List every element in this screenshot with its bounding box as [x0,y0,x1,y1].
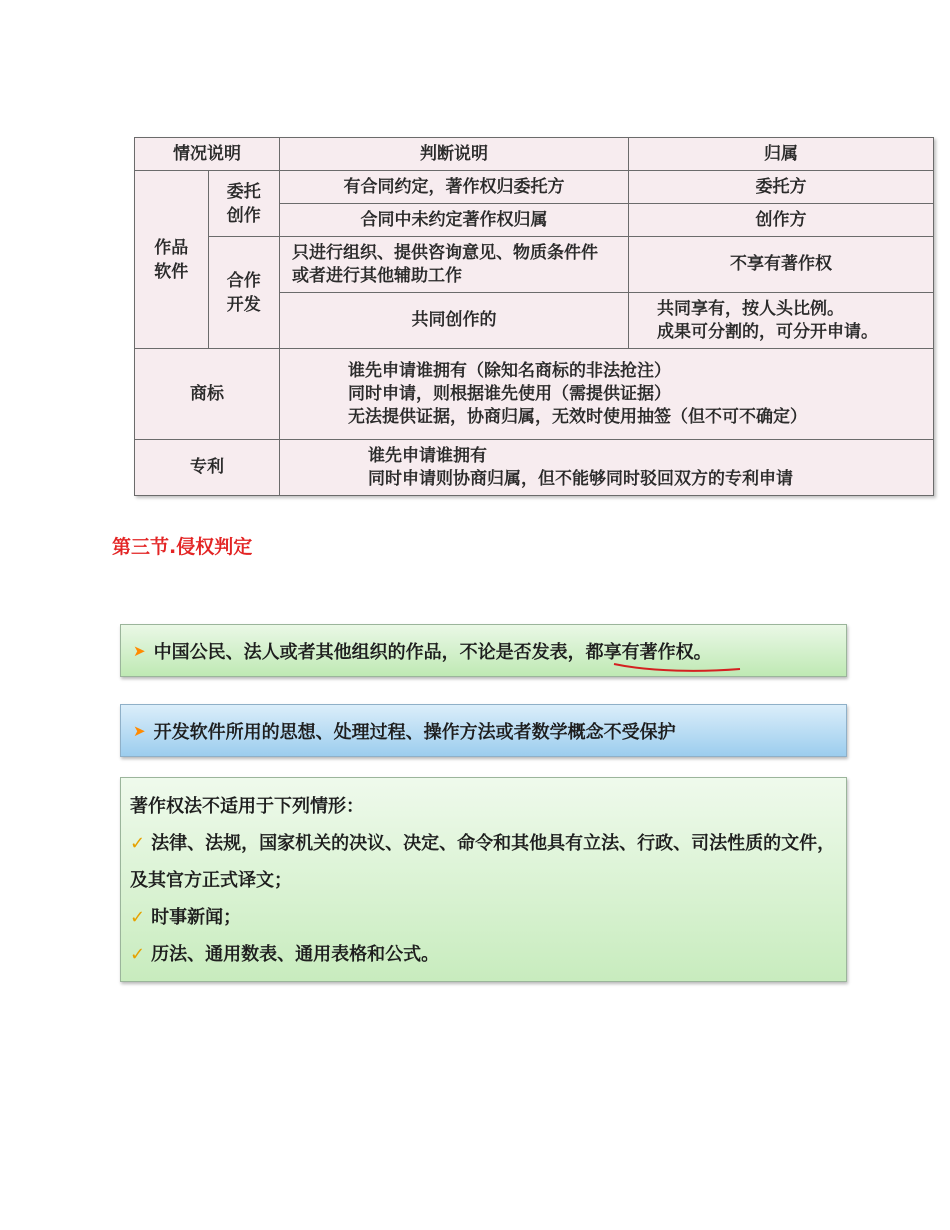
checkmark-icon: ✓ [130,833,146,854]
header-situation: 情况说明 [135,138,280,171]
ownership-table [134,137,934,496]
trademark-label: 商标 [135,349,280,440]
commission-judge-1: 有合同约定，著作权归委托方 [280,171,629,204]
checkmark-icon: ✓ [130,907,146,928]
arrow-right-icon: ➤ [133,721,146,740]
callout-emphasis [586,638,712,664]
list-item: ✓ 时事新闻； [130,907,242,928]
cooperation-owner-1: 不享有著作权 [629,237,934,293]
table-header-row [135,138,934,171]
list-item: ✓ 法律、法规，国家机关的决议、决定、命令和其他具有立法、行政、司法性质的文件，及其官方正式译文； [130,833,836,891]
section-title: 第三节.侵权判定 [112,536,253,558]
patent-text: 谁先申请谁拥有 同时申请则协商归属，但不能够同时驳回双方的专利申请 [280,440,934,496]
commission-owner-2: 创作方 [629,204,934,237]
callout-not-protected [120,704,847,757]
callout-exclusions [120,777,847,982]
table-row [135,440,934,496]
commission-label: 委托 创作 [208,171,280,237]
handwritten-underline [612,660,742,674]
cooperation-label: 合作 开发 [208,237,280,349]
exclusions-title: 著作权法不适用于下列情形： [130,796,364,817]
trademark-text: 谁先申请谁拥有（除知名商标的非法抢注） 同时申请，则根据谁先使用（需提供证据） 无法提供证据，协商归属，无效时使用抽签（但不可不确定） [280,349,934,440]
patent-label: 专利 [135,440,280,496]
cooperation-judge-2: 共同创作的 [280,293,629,349]
callout-text: 开发软件所用的思想、处理过程、操作方法或者数学概念不受保护 [153,721,676,743]
cooperation-owner-2: 共同享有，按人头比例。 成果可分割的，可分开申请。 [629,293,934,349]
table-row [135,237,934,293]
table-row [135,171,934,204]
commission-judge-2: 合同中未约定著作权归属 [280,204,629,237]
list-item: ✓ 历法、通用数表、通用表格和公式。 [130,944,440,965]
header-ownership: 归属 [629,138,934,171]
checkmark-icon: ✓ [130,944,146,965]
callout-text-prefix: 中国公民、法人或者其他组织的作品，不论是否发表， [153,641,586,663]
callout-copyright-ownership [120,624,847,677]
commission-owner-1: 委托方 [629,171,934,204]
table-row [135,349,934,440]
header-judgement: 判断说明 [280,138,629,171]
works-software-label: 作品 软件 [135,171,209,349]
arrow-right-icon: ➤ [133,641,146,660]
callout-text-emph: 都享有著作权。 [585,641,712,663]
cooperation-judge-1: 只进行组织、提供咨询意见、物质条件件 或者进行其他辅助工作 [280,237,629,293]
